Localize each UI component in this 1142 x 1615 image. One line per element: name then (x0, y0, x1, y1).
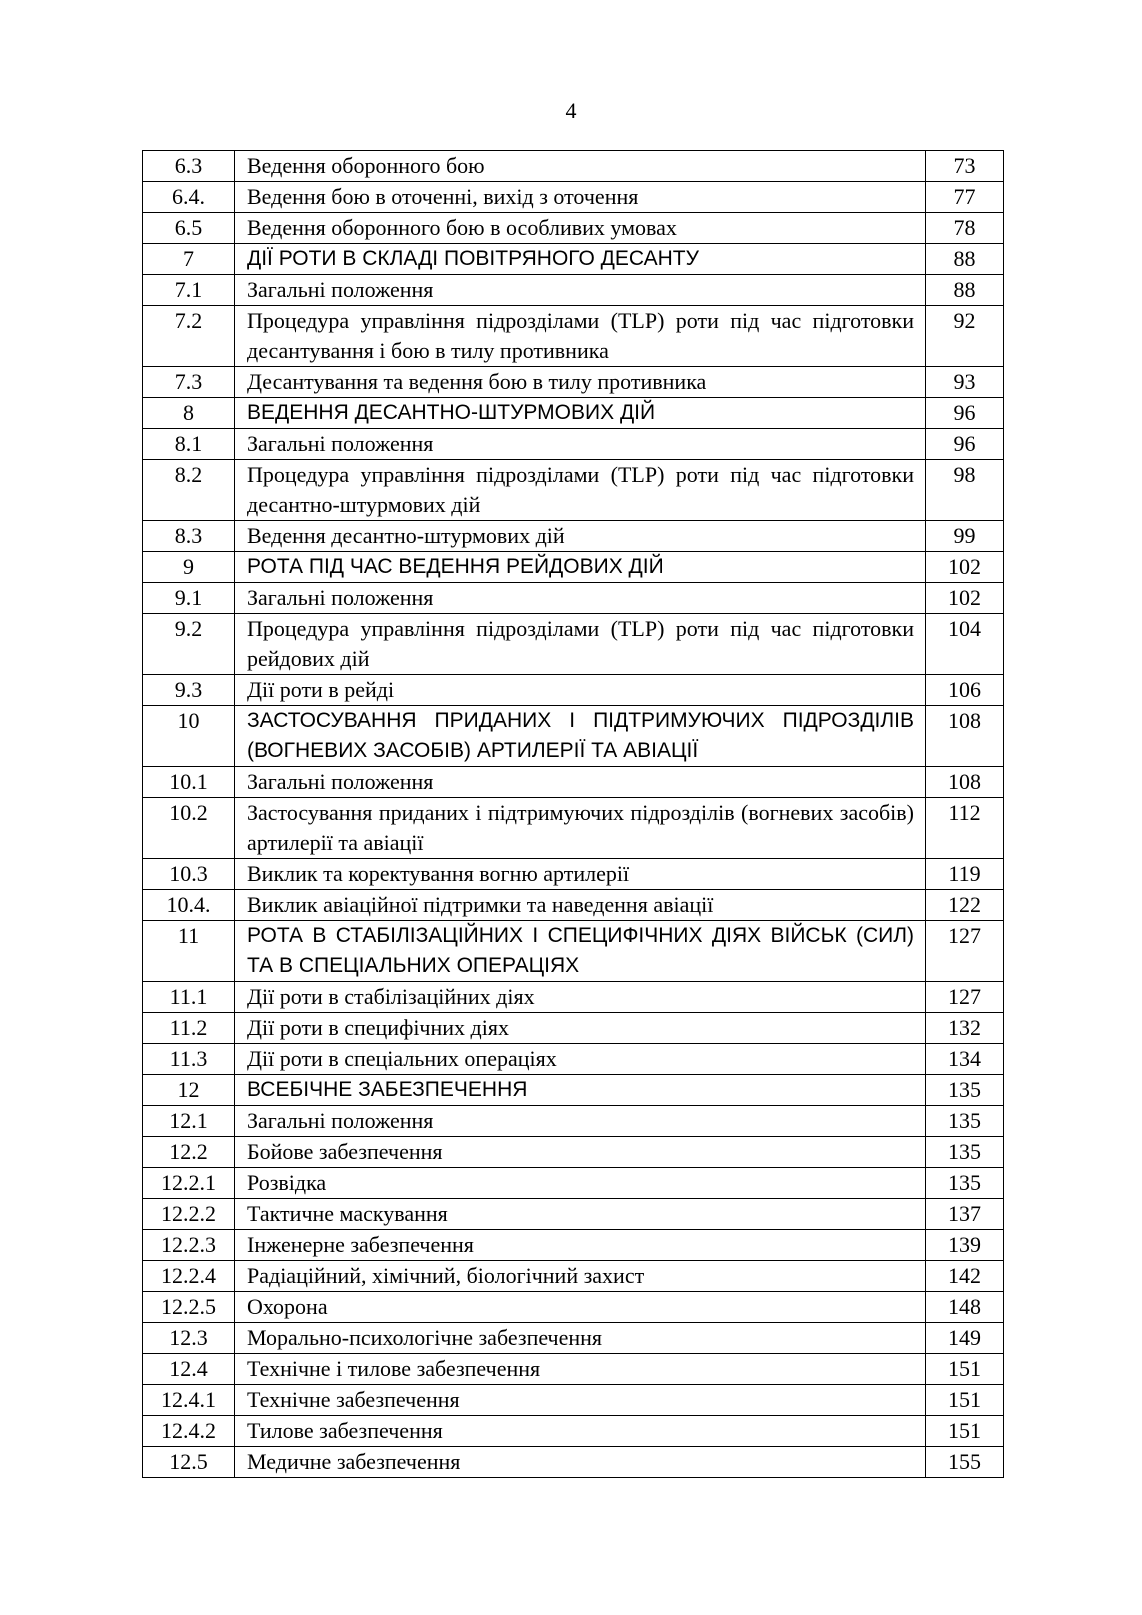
table-row (143, 552, 1004, 583)
section-page: 151 (926, 1354, 1004, 1385)
section-page: 108 (926, 767, 1004, 798)
section-title: Дії роти в стабілізаційних діях (235, 982, 926, 1013)
section-page: 135 (926, 1137, 1004, 1168)
section-page: 104 (926, 614, 1004, 675)
section-title: Дії роти в специфічних діях (235, 1013, 926, 1044)
section-title: Розвідка (235, 1168, 926, 1199)
section-number: 11 (143, 921, 235, 982)
table-row (143, 244, 1004, 275)
section-page: 151 (926, 1385, 1004, 1416)
section-page: 134 (926, 1044, 1004, 1075)
table-row (143, 890, 1004, 921)
table-row (143, 1106, 1004, 1137)
section-title: Бойове забезпечення (235, 1137, 926, 1168)
section-title: Дії роти в рейді (235, 675, 926, 706)
section-number: 10.3 (143, 859, 235, 890)
table-row (143, 213, 1004, 244)
section-page: 88 (926, 275, 1004, 306)
section-number: 9.2 (143, 614, 235, 675)
table-row (143, 1416, 1004, 1447)
section-title: Технічне забезпечення (235, 1385, 926, 1416)
section-number: 10 (143, 706, 235, 767)
section-title: Медичне забезпечення (235, 1447, 926, 1478)
table-row (143, 1354, 1004, 1385)
table-row (143, 1292, 1004, 1323)
section-number: 12.2.3 (143, 1230, 235, 1261)
section-page: 112 (926, 798, 1004, 859)
table-row (143, 521, 1004, 552)
section-title: Процедура управління підрозділами (TLP) роти під час підготовки десантування і бою в тилу противника (235, 306, 926, 367)
section-title: Тактичне маскування (235, 1199, 926, 1230)
section-page: 102 (926, 552, 1004, 583)
section-title: Виклик та коректування вогню артилерії (235, 859, 926, 890)
section-title: Тилове забезпечення (235, 1416, 926, 1447)
table-row (143, 1447, 1004, 1478)
section-title: Загальні положення (235, 767, 926, 798)
table-row (143, 614, 1004, 675)
section-page: 96 (926, 429, 1004, 460)
table-row (143, 921, 1004, 982)
section-number: 9 (143, 552, 235, 583)
section-page: 98 (926, 460, 1004, 521)
section-title: Ведення оборонного бою (235, 151, 926, 182)
section-page: 119 (926, 859, 1004, 890)
table-row (143, 859, 1004, 890)
section-title: Радіаційний, хімічний, біологічний захист (235, 1261, 926, 1292)
section-page: 99 (926, 521, 1004, 552)
section-number: 12.4.2 (143, 1416, 235, 1447)
section-page: 73 (926, 151, 1004, 182)
section-number: 12.2.1 (143, 1168, 235, 1199)
section-title: Ведення оборонного бою в особливих умовах (235, 213, 926, 244)
section-title: Морально-психологічне забезпечення (235, 1323, 926, 1354)
section-page: 142 (926, 1261, 1004, 1292)
section-title: Дії роти в спеціальних операціях (235, 1044, 926, 1075)
section-number: 12 (143, 1075, 235, 1106)
section-page: 149 (926, 1323, 1004, 1354)
table-row (143, 398, 1004, 429)
table-row (143, 982, 1004, 1013)
table-row (143, 675, 1004, 706)
section-page: 132 (926, 1013, 1004, 1044)
table-row (143, 460, 1004, 521)
section-number: 6.5 (143, 213, 235, 244)
table-of-contents (142, 150, 1004, 1478)
section-number: 12.1 (143, 1106, 235, 1137)
table-row (143, 1385, 1004, 1416)
table-row (143, 583, 1004, 614)
section-number: 7.3 (143, 367, 235, 398)
section-page: 77 (926, 182, 1004, 213)
section-title: Виклик авіаційної підтримки та наведення авіації (235, 890, 926, 921)
table-row (143, 182, 1004, 213)
section-title: Інженерне забезпечення (235, 1230, 926, 1261)
section-title: Процедура управління підрозділами (TLP) роти під час підготовки десантно-штурмових дій (235, 460, 926, 521)
section-title: Загальні положення (235, 583, 926, 614)
section-page: 106 (926, 675, 1004, 706)
table-row (143, 429, 1004, 460)
section-page: 88 (926, 244, 1004, 275)
section-title: ДІЇ РОТИ В СКЛАДІ ПОВІТРЯНОГО ДЕСАНТУ (235, 244, 926, 275)
section-number: 10.4. (143, 890, 235, 921)
section-number: 11.2 (143, 1013, 235, 1044)
section-page: 93 (926, 367, 1004, 398)
section-page: 135 (926, 1168, 1004, 1199)
section-number: 6.3 (143, 151, 235, 182)
section-page: 137 (926, 1199, 1004, 1230)
section-page: 135 (926, 1075, 1004, 1106)
section-number: 11.1 (143, 982, 235, 1013)
section-number: 12.5 (143, 1447, 235, 1478)
table-row (143, 1230, 1004, 1261)
section-number: 7.2 (143, 306, 235, 367)
section-number: 12.2 (143, 1137, 235, 1168)
section-page: 78 (926, 213, 1004, 244)
section-title: ВСЕБІЧНЕ ЗАБЕЗПЕЧЕННЯ (235, 1075, 926, 1106)
section-number: 12.4.1 (143, 1385, 235, 1416)
table-row (143, 1075, 1004, 1106)
section-page: 155 (926, 1447, 1004, 1478)
section-page: 96 (926, 398, 1004, 429)
section-number: 10.2 (143, 798, 235, 859)
section-number: 8 (143, 398, 235, 429)
table-row (143, 1323, 1004, 1354)
section-page: 102 (926, 583, 1004, 614)
section-number: 12.4 (143, 1354, 235, 1385)
section-page: 148 (926, 1292, 1004, 1323)
section-number: 12.2.2 (143, 1199, 235, 1230)
page-number: 4 (565, 98, 577, 123)
section-number: 10.1 (143, 767, 235, 798)
section-title: Загальні положення (235, 275, 926, 306)
section-title: Застосування приданих і підтримуючих підрозділів (вогневих засобів) артилерії та авіації (235, 798, 926, 859)
section-title: РОТА ПІД ЧАС ВЕДЕННЯ РЕЙДОВИХ ДІЙ (235, 552, 926, 583)
section-number: 12.2.5 (143, 1292, 235, 1323)
section-number: 7 (143, 244, 235, 275)
section-page: 92 (926, 306, 1004, 367)
section-number: 12.2.4 (143, 1261, 235, 1292)
table-row (143, 767, 1004, 798)
table-row (143, 367, 1004, 398)
table-row (143, 1261, 1004, 1292)
section-page: 139 (926, 1230, 1004, 1261)
section-number: 9.3 (143, 675, 235, 706)
table-row (143, 706, 1004, 767)
section-page: 127 (926, 921, 1004, 982)
section-number: 8.2 (143, 460, 235, 521)
section-number: 6.4. (143, 182, 235, 213)
section-page: 151 (926, 1416, 1004, 1447)
section-title: Ведення бою в оточенні, вихід з оточення (235, 182, 926, 213)
section-page: 108 (926, 706, 1004, 767)
section-number: 7.1 (143, 275, 235, 306)
table-row (143, 1013, 1004, 1044)
section-title: РОТА В СТАБІЛІЗАЦІЙНИХ І СПЕЦИФІЧНИХ ДІЯХ ВІЙСЬК (СИЛ) ТА В СПЕЦІАЛЬНИХ ОПЕРАЦІЯХ (235, 921, 926, 982)
table-row (143, 798, 1004, 859)
section-number: 9.1 (143, 583, 235, 614)
section-title: ЗАСТОСУВАННЯ ПРИДАНИХ І ПІДТРИМУЮЧИХ ПІДРОЗДІЛІВ (ВОГНЕВИХ ЗАСОБІВ) АРТИЛЕРІЇ ТА АВІАЦІЇ (235, 706, 926, 767)
table-row (143, 275, 1004, 306)
toc-body (143, 151, 1004, 1478)
section-page: 122 (926, 890, 1004, 921)
table-row (143, 1137, 1004, 1168)
section-title: Технічне і тилове забезпечення (235, 1354, 926, 1385)
table-row (143, 1168, 1004, 1199)
table-row (143, 306, 1004, 367)
section-title: Загальні положення (235, 429, 926, 460)
section-number: 11.3 (143, 1044, 235, 1075)
section-number: 8.1 (143, 429, 235, 460)
section-title: ВЕДЕННЯ ДЕСАНТНО-ШТУРМОВИХ ДІЙ (235, 398, 926, 429)
section-title: Десантування та ведення бою в тилу противника (235, 367, 926, 398)
section-page: 127 (926, 982, 1004, 1013)
section-number: 12.3 (143, 1323, 235, 1354)
table-row (143, 1199, 1004, 1230)
section-title: Процедура управління підрозділами (TLP) роти під час підготовки рейдових дій (235, 614, 926, 675)
section-page: 135 (926, 1106, 1004, 1137)
table-row (143, 1044, 1004, 1075)
section-title: Загальні положення (235, 1106, 926, 1137)
section-number: 8.3 (143, 521, 235, 552)
table-row (143, 151, 1004, 182)
section-title: Охорона (235, 1292, 926, 1323)
section-title: Ведення десантно-штурмових дій (235, 521, 926, 552)
